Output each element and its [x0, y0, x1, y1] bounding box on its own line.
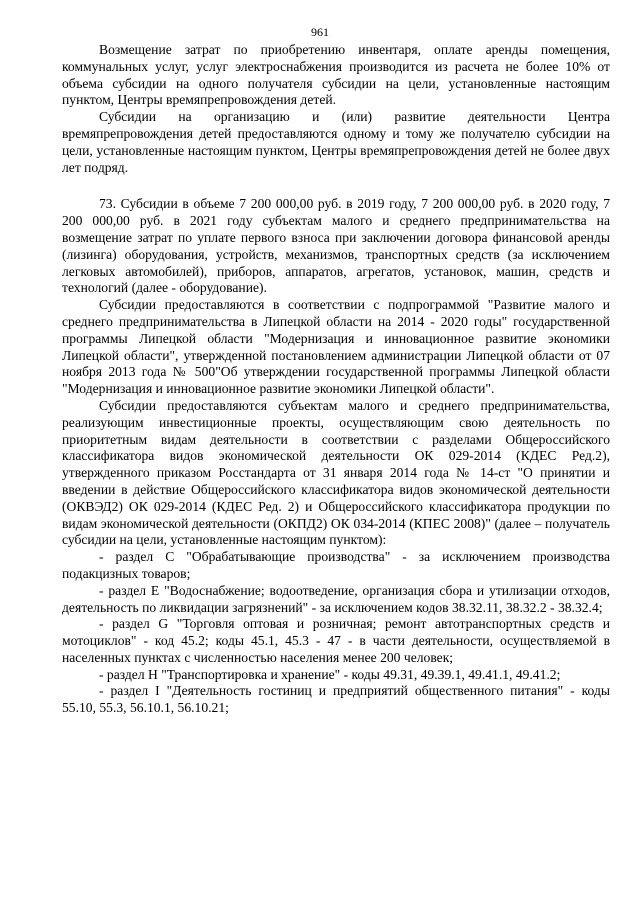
list-item-section-h: - раздел Н "Транспортировка и хранение" - коды 49.31, 49.39.1, 49.41.1, 49.41.2;	[99, 666, 561, 682]
page-number: 961	[311, 25, 329, 39]
paragraph-recipients: Субсидии предоставляются субъектам малого и среднего предпринимательства, реализующим инвестиционные проекты, осуществляющим свою деятельность по приоритетным видам деятельности в соответствии с разделами Общероссийского классификатора видов экономической деятельности ОК 029-2014 (КДЕС Ред.2), утвержденного приказом Росстандарта от 31 января 2014 года № 14-ст "О принятии и введении в действие Общероссийского классификатора видов экономической деятельности (ОКВЭД2) ОК 029-2014 (КДЕС Ред. 2) и Общероссийского классификатора продукции по видам экономической деятельности (ОКПД2) ОК 034-2014 (КПЕС 2008)" (далее – получатель субсидии на цели, установленные настоящим пунктом):	[62, 397, 610, 548]
list-item-section-g: - раздел G "Торговля оптовая и розничная; ремонт автотранспортных средств и мотоциклов" - код 45.2; коды 45.1, 45.3 - 47 - в части деятельности, осуществляемой в населенных пунктах с численностью населения менее 200 человек;	[62, 616, 610, 665]
paragraph-item-73: 73. Субсидии в объеме 7 200 000,00 руб. в 2019 году, 7 200 000,00 руб. в 2020 году, 7 200 000,00 руб. в 2021 году субъектам малого и среднего предпринимательства на возмещение затрат по уплате первого взноса при заключении договора финансовой аренды (лизинга) оборудования, устройств, механизмов, транспортных средств (за исключением легковых автомобилей), приборов, аппаратов, агрегатов, установок, машин, средств и технологий (далее - оборудование).	[62, 196, 610, 296]
list-item-section-c: - раздел С "Обрабатывающие производства" - за исключением производства подакцизных товаров;	[62, 549, 610, 581]
paragraph-expense-reimbursement: Возмещение затрат по приобретению инвентаря, оплате аренды помещения, коммунальных услуг, услуг электроснабжения производится из расчета не более 10% от объема субсидии на одного получателя субсидии на цели, установленные настоящим пунктом, Центры времяпрепровождения детей.	[62, 42, 610, 108]
list-item-section-i: - раздел I "Деятельность гостиниц и предприятий общественного питания" - коды 55.10, 55.3, 56.10.1, 56.10.21;	[62, 683, 610, 716]
paragraph-gap	[62, 176, 610, 196]
paragraph-subsidy-limit: Субсидии на организацию и (или) развитие деятельности Центра времяпрепровождения детей предоставляются одному и тому же получателю субсидии на цели, установленные настоящим пунктом, Центры времяпрепровождения детей не более двух лет подряд.	[62, 109, 610, 175]
document-body	[62, 42, 610, 717]
paragraph-subprogram: Субсидии предоставляются в соответствии с подпрограммой "Развитие малого и среднего предпринимательства в Липецкой области на 2014 - 2020 годы" государственной программы Липецкой области "Модернизация и инновационное развитие экономики Липецкой области", утвержденной постановлением администрации Липецкой области от 07 ноября 2013 года № 500"Об утверждении государственной программы Липецкой области "Модернизация и инновационное развитие экономики Липецкой области".	[62, 297, 610, 397]
list-item-section-e: - раздел Е "Водоснабжение; водоотведение, организация сбора и утилизации отходов, деятельность по ликвидации загрязнений" - за исключением кодов 38.32.11, 38.32.2 - 38.32.4;	[62, 582, 610, 615]
